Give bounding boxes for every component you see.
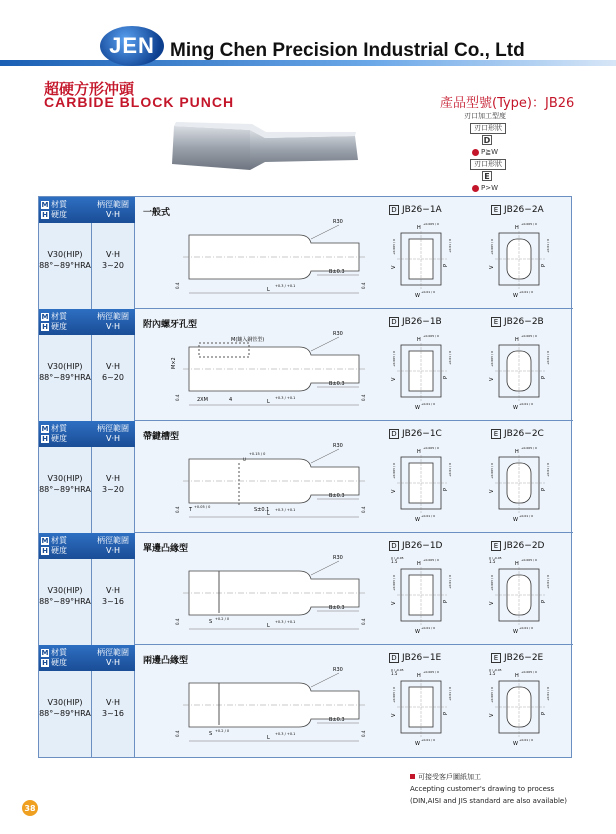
material-header: [39, 309, 135, 335]
m-letter: M: [41, 537, 49, 545]
legend-letter-e: E: [482, 171, 492, 181]
dim-ra: 0.4: [175, 282, 180, 289]
code-d-value: JB26−1D: [402, 541, 443, 551]
section-title: 附內螺牙孔型: [143, 320, 198, 330]
dim-w-tol: +0.01 / 0: [421, 402, 436, 406]
h-letter: H: [42, 435, 48, 443]
dim-v: V: [489, 601, 495, 605]
material-label: 材質: [51, 312, 67, 321]
dim-w: W: [513, 517, 518, 523]
range-code: V·H: [105, 474, 121, 483]
title-chinese: 超硬方形冲頭: [44, 80, 135, 98]
dim-p: P: [443, 487, 449, 491]
material-grade: V30(HIP): [47, 698, 83, 707]
section-title: 兩邊凸緣型: [143, 656, 189, 666]
dim-ra2: 0.4: [361, 394, 366, 401]
dim-w-tol: +0.01 / 0: [421, 514, 436, 518]
material-header: [39, 533, 135, 559]
punch-drawing: [169, 441, 369, 529]
section-title: 一般式: [143, 208, 171, 218]
code-e-letter: E: [491, 429, 501, 439]
dim-b: B±0.3: [329, 717, 345, 723]
edge-detail-drawing: [487, 665, 577, 751]
range-label: 柄徑範圍: [97, 536, 129, 545]
dim-p-tol: +0.01 / 0: [546, 574, 550, 589]
footer-line-1: 可接受客戶圖紙加工: [418, 773, 481, 781]
code-e-value: JB26−2E: [504, 653, 544, 663]
dim-tol15: +0.15 / 0: [249, 452, 266, 456]
material-column: [39, 309, 135, 421]
dim-r30: R30: [333, 555, 343, 561]
legend-mark-icon: [472, 149, 479, 156]
dim-l: L: [267, 623, 270, 629]
spec-section: [39, 645, 573, 757]
dim-p-tol: +0.01 / 0: [546, 462, 550, 477]
footer-line-2: Accepting customer's drawing to process: [410, 785, 555, 793]
company-name: Ming Chen Precision Industrial Co., Ltd: [170, 40, 525, 61]
page-header: [0, 0, 616, 78]
dim-ra: 0.4: [175, 618, 180, 625]
dim-v: V: [391, 713, 397, 717]
dim-r30: R30: [333, 667, 343, 673]
dim-p: P: [541, 375, 547, 379]
spec-section: [39, 309, 573, 421]
hardness-value: 88°~89°HRA: [39, 485, 91, 494]
dim-p: P: [541, 487, 547, 491]
hardness-value: 88°~89°HRA: [39, 373, 91, 382]
dim-v: V: [391, 377, 397, 381]
dim-v-tol: +0.005 / 0: [490, 463, 494, 479]
dim-ra2: 0.4: [361, 730, 366, 737]
dim-t: T: [189, 507, 193, 513]
dim-s01: S±0.1: [254, 507, 270, 513]
range-code: V·H: [105, 698, 121, 707]
dim-h-tol: +0.005 / 0: [423, 446, 439, 450]
dim-h: H: [417, 561, 421, 567]
dim-l-tol: +0.3 / +0.1: [275, 396, 296, 400]
material-grade: V30(HIP): [47, 474, 83, 483]
dim-ra2: 0.4: [361, 618, 366, 625]
range-code-header: V·H: [105, 322, 121, 331]
code-e: [491, 317, 544, 327]
edge-shape-legend: [464, 110, 554, 194]
m-letter: M: [41, 425, 49, 433]
range-value: [91, 697, 135, 719]
punch-drawing: [169, 329, 369, 417]
h-letter: H: [42, 323, 48, 331]
dim-ra: 0.4: [175, 506, 180, 513]
dim-h: H: [515, 337, 519, 343]
material-column: [39, 421, 135, 533]
range-label: 柄徑範圍: [97, 200, 129, 209]
code-e-value: JB26−2C: [504, 429, 544, 439]
dim-w-tol: +0.01 / 0: [519, 738, 534, 742]
dim-l-tol: +0.3 / +0.1: [275, 284, 296, 288]
footer-notes: [410, 771, 567, 807]
range-value: [91, 585, 135, 607]
dim-w-tol: +0.01 / 0: [519, 514, 534, 518]
dim-s: S: [209, 619, 213, 625]
edge-detail-drawing: [389, 441, 479, 527]
spec-section: [39, 197, 573, 309]
material-header: [39, 645, 135, 671]
code-d-value: JB26−1A: [402, 205, 442, 215]
dim-b: B±0.3: [329, 493, 345, 499]
code-e: [491, 541, 544, 551]
spec-section: [39, 533, 573, 645]
material-value: [39, 585, 91, 607]
dim-w-tol: +0.01 / 0: [519, 626, 534, 630]
dim-v: V: [391, 489, 397, 493]
code-d: [389, 541, 442, 551]
dim-t-tol: +0.05 / 0: [194, 505, 211, 509]
range-label: 柄徑範圍: [97, 424, 129, 433]
dim-w: W: [415, 741, 420, 747]
material-header: [39, 197, 135, 223]
dim-w-tol: +0.01 / 0: [519, 402, 534, 406]
hardness-label: 硬度: [51, 322, 67, 331]
material-value: [39, 473, 91, 495]
dim-w-tol: +0.01 / 0: [421, 290, 436, 294]
range-code: V·H: [105, 250, 121, 259]
dim-h: H: [417, 225, 421, 231]
hardness-value: 88°~89°HRA: [39, 709, 91, 718]
edge-detail-drawing: [389, 553, 479, 639]
footer-line-3: (DIN,AISI and JIS standard are also available): [410, 797, 567, 805]
dim-w: W: [415, 629, 420, 635]
dim-v-tol: +0.005 / 0: [490, 687, 494, 703]
dim-w-tol: +0.01 / 0: [519, 290, 534, 294]
dim-p: P: [443, 711, 449, 715]
legend-condition-2: P>W: [481, 184, 499, 192]
m-letter: M: [41, 313, 49, 321]
legend-note: 刃口加工型度: [464, 112, 506, 120]
dim-h: H: [515, 561, 519, 567]
dim-l-tol: +0.3 / +0.1: [275, 620, 296, 624]
m-letter: M: [41, 201, 49, 209]
dim-ra: 0.4: [175, 394, 180, 401]
dim-one5: 1.5: [391, 671, 398, 676]
dim-v-tol: +0.005 / 0: [392, 351, 396, 367]
edge-detail-drawing: [487, 553, 577, 639]
dim-h-tol: +0.005 / 0: [521, 670, 537, 674]
punch-drawing: [169, 553, 369, 641]
hardness-label: 硬度: [51, 658, 67, 667]
dim-one5: 1.5: [391, 559, 398, 564]
dim-h-tol: +0.005 / 0: [423, 222, 439, 226]
range-code: V·H: [105, 586, 121, 595]
edge-detail-drawing: [389, 217, 479, 303]
range-numbers: 6~20: [102, 373, 124, 382]
page-number: 38: [22, 800, 38, 816]
edge-detail-drawing: [487, 217, 577, 303]
legend-condition-1: P≧W: [481, 148, 499, 156]
range-numbers: 3~20: [102, 261, 124, 270]
dim-s-tol: +0.2 / 0: [215, 729, 230, 733]
hardness-label: 硬度: [51, 434, 67, 443]
dim-v: V: [489, 265, 495, 269]
dim-h-tol: +0.005 / 0: [521, 222, 537, 226]
range-numbers: 3~20: [102, 485, 124, 494]
spec-section: [39, 421, 573, 533]
hardness-label: 硬度: [51, 546, 67, 555]
dim-w: W: [513, 741, 518, 747]
range-numbers: 3~16: [102, 597, 124, 606]
dim-l-tol: +0.3 / +0.1: [275, 732, 296, 736]
dim-l-tol: +0.3 / +0.1: [275, 508, 296, 512]
code-e: [491, 429, 544, 439]
code-e-value: JB26−2B: [504, 317, 544, 327]
range-code: V·H: [105, 362, 121, 371]
dim-ra: 0.4: [175, 730, 180, 737]
dim-v-tol: +0.005 / 0: [392, 239, 396, 255]
punch-drawing: [169, 217, 369, 305]
range-label: 柄徑範圍: [97, 648, 129, 657]
material-grade: V30(HIP): [47, 586, 83, 595]
dim-w: W: [415, 405, 420, 411]
legend-mark-icon: [472, 185, 479, 192]
material-label: 材質: [51, 424, 67, 433]
dim-v-tol: +0.005 / 0: [490, 351, 494, 367]
range-numbers: 3~16: [102, 709, 124, 718]
code-d-letter: D: [389, 541, 399, 551]
code-d-value: JB26−1B: [402, 317, 442, 327]
dim-tol05: 0 / -0.05: [489, 668, 502, 672]
edge-detail-drawing: [389, 665, 479, 751]
dim-v-tol: +0.005 / 0: [490, 239, 494, 255]
material-label: 材質: [51, 200, 67, 209]
material-grade: V30(HIP): [47, 362, 83, 371]
dim-p-tol: +0.01 / 0: [546, 238, 550, 253]
dim-h-tol: +0.005 / 0: [521, 558, 537, 562]
material-label: 材質: [51, 536, 67, 545]
code-e: [491, 653, 543, 663]
dim-l: L: [267, 287, 270, 293]
legend-letter-d: D: [483, 135, 491, 145]
dim-h-tol: +0.005 / 0: [423, 334, 439, 338]
dim-p: P: [443, 599, 449, 603]
dim-b: B±0.3: [329, 381, 345, 387]
dim-h: H: [417, 337, 421, 343]
dim-p-tol: +0.01 / 0: [448, 238, 452, 253]
code-d-letter: D: [389, 317, 399, 327]
dim-h-tol: +0.005 / 0: [521, 334, 537, 338]
dim-v-tol: +0.005 / 0: [392, 687, 396, 703]
dim-h: H: [417, 449, 421, 455]
dim-s-tol: +0.2 / 0: [215, 617, 230, 621]
dim-w: W: [513, 405, 518, 411]
dim-r30: R30: [333, 331, 343, 337]
range-value: [91, 249, 135, 271]
dim-h-tol: +0.005 / 0: [423, 670, 439, 674]
material-grade: V30(HIP): [47, 250, 83, 259]
edge-detail-drawing: [487, 441, 577, 527]
dim-ra2: 0.4: [361, 282, 366, 289]
h-letter: H: [42, 659, 48, 667]
hardness-value: 88°~89°HRA: [39, 597, 91, 606]
dim-h-tol: +0.005 / 0: [521, 446, 537, 450]
hardness-value: 88°~89°HRA: [39, 261, 91, 270]
punch-drawing: [169, 665, 369, 753]
dim-v: V: [489, 713, 495, 717]
dim-p-tol: +0.01 / 0: [448, 462, 452, 477]
material-column: [39, 197, 135, 309]
dim-s: S: [209, 731, 213, 737]
dim-p: P: [541, 711, 547, 715]
dim-r30: R30: [333, 219, 343, 225]
dim-p: P: [541, 599, 547, 603]
range-value: [91, 361, 135, 383]
dim-b: B±0.3: [329, 605, 345, 611]
code-e-letter: E: [491, 541, 501, 551]
dim-v: V: [489, 489, 495, 493]
dim-ra2: 0.4: [361, 506, 366, 513]
code-d: [389, 429, 442, 439]
code-d-value: JB26−1E: [402, 653, 442, 663]
dim-l: L: [267, 735, 270, 741]
range-code-header: V·H: [105, 210, 121, 219]
code-d-letter: D: [389, 205, 399, 215]
material-header: [39, 421, 135, 447]
code-d-letter: D: [389, 429, 399, 439]
jen-logo: JEN: [100, 26, 164, 66]
dim-u: U: [243, 457, 246, 462]
dim-w-tol: +0.01 / 0: [421, 738, 436, 742]
h-letter: H: [42, 211, 48, 219]
dim-v-tol: +0.005 / 0: [392, 575, 396, 591]
m-letter: M: [41, 649, 49, 657]
material-column: [39, 645, 135, 757]
dim-p-tol: +0.01 / 0: [448, 574, 452, 589]
h-letter: H: [42, 547, 48, 555]
dim-p-tol: +0.01 / 0: [546, 350, 550, 365]
spec-table: [38, 196, 572, 758]
code-d: [389, 317, 442, 327]
dim-h: H: [515, 225, 519, 231]
section-title: 帶鍵槽型: [143, 432, 180, 442]
dim-p-tol: +0.01 / 0: [448, 350, 452, 365]
code-d: [389, 653, 441, 663]
product-type-label: 產品型號(Type)：JB26: [440, 96, 575, 111]
code-e-value: JB26−2A: [504, 205, 544, 215]
code-d-value: JB26−1C: [402, 429, 442, 439]
material-label: 材質: [51, 648, 67, 657]
edge-detail-drawing: [389, 329, 479, 415]
dim-b: B±0.3: [329, 269, 345, 275]
dim-h: H: [515, 449, 519, 455]
range-value: [91, 473, 135, 495]
title-english: CARBIDE BLOCK PUNCH: [44, 94, 235, 110]
dim-p: P: [443, 375, 449, 379]
dim-h: H: [417, 673, 421, 679]
section-title: 單邊凸緣型: [143, 544, 189, 554]
dim-v: V: [391, 601, 397, 605]
legend-shape-label-2: 刃口形狀: [470, 159, 506, 170]
code-e: [491, 205, 544, 215]
note-label: M(鑲入銅管型): [231, 337, 265, 343]
dim-tol05: 0 / -0.05: [391, 668, 404, 672]
legend-shape-label-1: 刃口形狀: [470, 123, 506, 134]
dim-h: H: [515, 673, 519, 679]
dim-p-tol: +0.01 / 0: [448, 686, 452, 701]
dim-h-tol: +0.005 / 0: [423, 558, 439, 562]
dim-v-tol: +0.005 / 0: [392, 463, 396, 479]
dim-p-tol: +0.01 / 0: [546, 686, 550, 701]
dim-v-tol: +0.005 / 0: [490, 575, 494, 591]
dim-v: V: [489, 377, 495, 381]
range-code-header: V·H: [105, 434, 121, 443]
dim-one5: 1.5: [489, 671, 496, 676]
material-value: [39, 697, 91, 719]
code-d-letter: D: [389, 653, 399, 663]
material-value: [39, 361, 91, 383]
material-value: [39, 249, 91, 271]
material-column: [39, 533, 135, 645]
dim-2xm: 2XM: [197, 397, 208, 403]
dim-four: 4: [229, 397, 233, 403]
dim-l: L: [267, 511, 270, 517]
dim-p: P: [443, 263, 449, 267]
code-e-letter: E: [491, 205, 501, 215]
dim-l: L: [267, 399, 270, 405]
code-e-value: JB26−2D: [504, 541, 545, 551]
edge-detail-drawing: [487, 329, 577, 415]
dim-p: P: [541, 263, 547, 267]
punch-product-image: [170, 120, 360, 178]
dim-w: W: [415, 293, 420, 299]
dim-tol05: 0 / -0.05: [489, 556, 502, 560]
dim-w: W: [513, 629, 518, 635]
dim-w-tol: +0.01 / 0: [421, 626, 436, 630]
dim-tol05: 0 / -0.05: [391, 556, 404, 560]
dim-w: W: [415, 517, 420, 523]
hardness-label: 硬度: [51, 210, 67, 219]
range-label: 柄徑範圍: [97, 312, 129, 321]
range-code-header: V·H: [105, 658, 121, 667]
code-d: [389, 205, 442, 215]
dim-m2: M×2: [171, 357, 177, 369]
dim-v: V: [391, 265, 397, 269]
dim-w: W: [513, 293, 518, 299]
dim-r30: R30: [333, 443, 343, 449]
range-code-header: V·H: [105, 546, 121, 555]
dim-one5: 1.5: [489, 559, 496, 564]
bullet-icon: [410, 774, 415, 779]
code-e-letter: E: [491, 653, 501, 663]
code-e-letter: E: [491, 317, 501, 327]
